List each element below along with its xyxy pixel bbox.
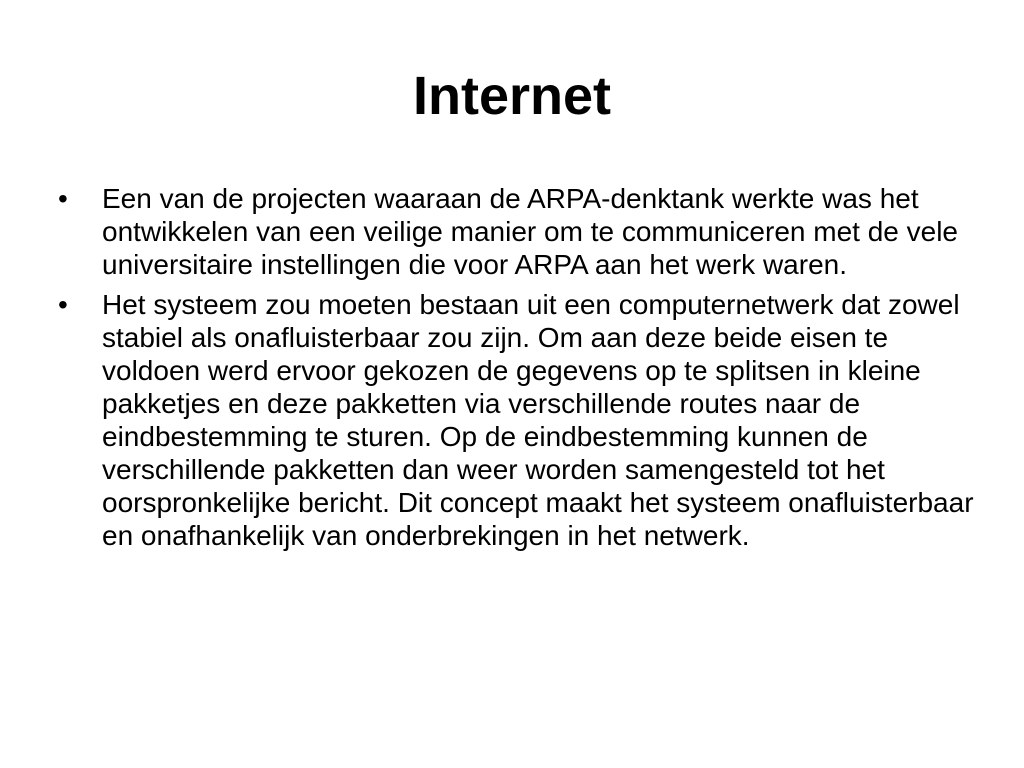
- bullet-item: [56, 288, 976, 552]
- bullet-text: Een van de projecten waaraan de ARPA-denktank werkte was het ontwikkelen van een veilige manier om te communiceren met de vele universitaire instellingen die voor ARPA aan het werk waren.: [102, 183, 958, 280]
- bullet-dot-icon: •: [58, 289, 68, 320]
- bullet-text: Het systeem zou moeten bestaan uit een computernetwerk dat zowel stabiel als onafluisterbaar zou zijn. Om aan deze beide eisen te voldoen werd ervoor gekozen de gegevens op te splitsen in kleine pakketjes en deze pakketten via verschillende routes naar de eindbestemming te sturen. Op de eindbestemming kunnen de verschillende pakketten dan weer worden samengesteld tot het oorspronkelijke bericht. Dit concept maakt het systeem onafluisterbaar en onafhankelijk van onderbrekingen in het netwerk.: [102, 289, 974, 551]
- bullet-dot-icon: •: [58, 183, 68, 214]
- bullet-item: [56, 182, 976, 281]
- slide-title: Internet: [412, 66, 612, 126]
- bullet-list: [56, 182, 976, 559]
